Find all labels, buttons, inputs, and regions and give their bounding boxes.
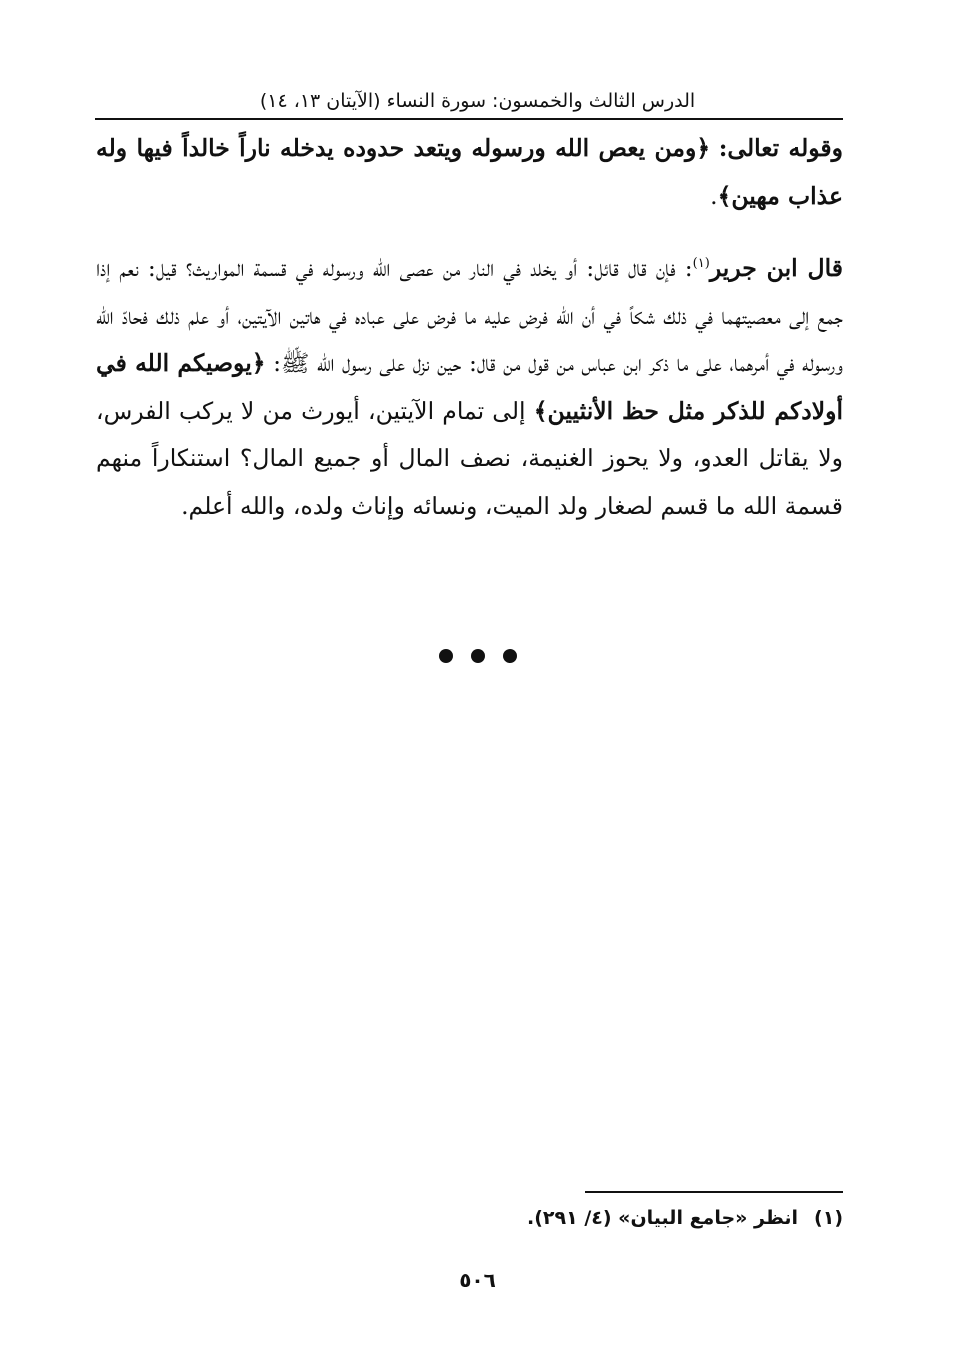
verse-close-bracket: ﴾ [533,396,548,425]
footnote [300,1203,843,1233]
paragraph-2-lead: قال ابن جرير [709,254,843,282]
footnote-text: انظر «جامع البيان» (٤/ ٢٩١). [527,1207,799,1229]
verse-text: ومن يعص الله ورسوله ويتعد حدوده يدخله ناراً خالداً فيها وله عذاب مهين [96,134,843,210]
header-rule [95,118,843,120]
verse-close-bracket: ﴾ [717,181,732,210]
paragraph-1-lead: وقوله تعالى: [718,134,843,162]
verse-text: يوصيكم الله في أولادكم للذكر مثل حظ الأنثيين [96,349,843,425]
separator-dot-icon [471,649,485,663]
running-header: الدرس الثالث والخمسون: سورة النساء (الآيتان ١٣، ١٤) [259,90,696,112]
paragraph-1-tail: . [710,181,718,210]
footnote-marker: (١) [814,1207,843,1229]
paragraph-2 [96,240,843,530]
separator-dot-icon [503,649,517,663]
separator-dot-icon [439,649,453,663]
footnote-reference[interactable]: (١) [692,256,710,271]
section-separator [0,648,955,667]
paragraph-1 [96,125,843,220]
body-text [96,125,843,530]
page-number: ٥٠٦ [459,1268,496,1292]
footnote-rule [585,1191,843,1193]
paragraph-2-text-1: : فإن قال قائل: أو يخلد في النار من عصى الله ورسوله في قسمة المواريث؟ قيل: نعم إذا جمع إلى معصيتهما في ذلك شكاً في أن الله فرض عليه ما فرض على عباده في هاتين الآيتين، أو علم ذلك فحادّ الله ورسوله في أمرهما، على ما ذكر ابن عباس من قول من قال: حين نزل على رسول الله ﷺ: [96,254,843,377]
paragraph-2-text-2: إلى تمام الآيتين، أيورث من لا يركب الفرس، ولا يقاتل العدو، ولا يحوز الغنيمة، نصف المال أو جميع المال؟ استنكاراً منهم قسمة الله ما قسم لصغار ولد الميت، ونسائه وإناث ولده، والله أعلم. [96,396,843,520]
verse-open-bracket: ﴿ [696,134,711,162]
verse-open-bracket: ﴿ [251,349,266,377]
